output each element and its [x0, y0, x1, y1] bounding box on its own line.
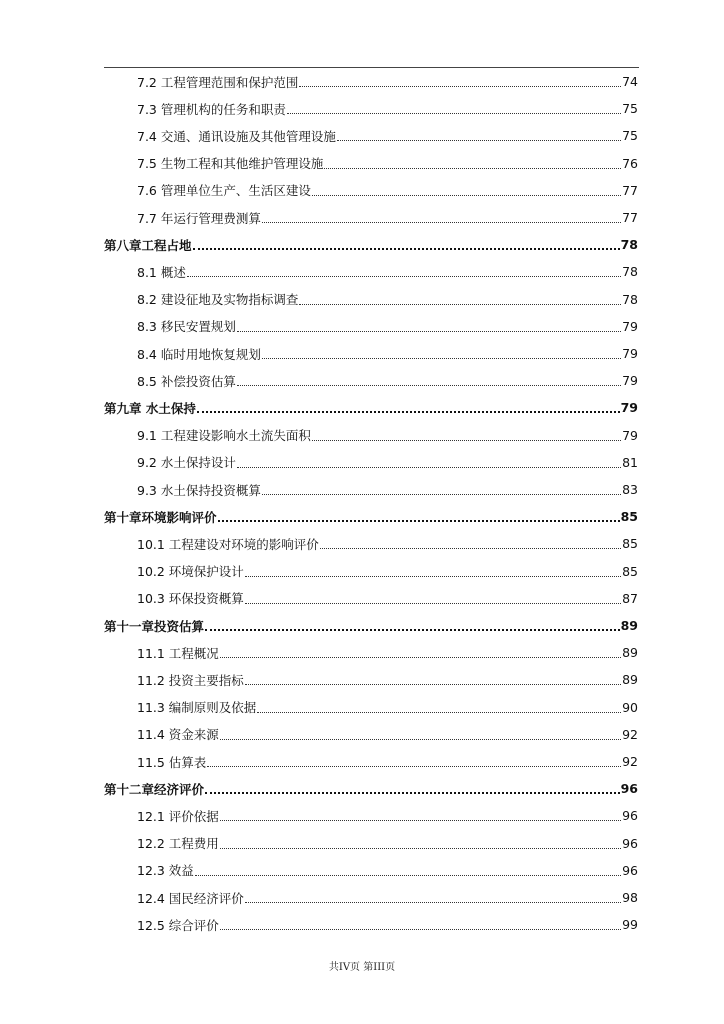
toc-page-number: 96	[622, 808, 638, 824]
toc-entry-title: 第十章环境影响评价	[104, 509, 217, 525]
toc-dot-leader	[220, 848, 621, 849]
toc-entry-title: 7.6 管理单位生产、生活区建设	[137, 183, 311, 199]
toc-entry-title: 第九章 水土保持	[104, 400, 196, 416]
toc-chapter-entry[interactable]	[104, 612, 638, 639]
toc-page-number: 92	[622, 726, 638, 742]
toc-entry-title: 12.1 评价依据	[137, 808, 219, 824]
toc-entry-title: 第十一章投资估算	[104, 618, 205, 634]
toc-dot-leader	[312, 195, 621, 196]
toc-section-entry[interactable]	[137, 340, 638, 367]
toc-section-entry[interactable]	[137, 694, 638, 721]
toc-dot-leader	[220, 820, 621, 821]
toc-dot-leader	[337, 140, 621, 141]
toc-page-number: 79	[622, 427, 638, 443]
toc-section-entry[interactable]	[137, 313, 638, 340]
toc-dot-leader	[245, 684, 621, 685]
toc-page-number: 96	[622, 835, 638, 851]
toc-page-number: 78	[622, 264, 638, 280]
toc-dot-leader	[237, 385, 621, 386]
toc-entry-title: 8.3 移民安置规划	[137, 319, 236, 335]
toc-dot-leader	[299, 86, 621, 87]
toc-entry-title: 7.7 年运行管理费测算	[137, 210, 261, 226]
toc-entry-title: 12.5 综合评价	[137, 917, 219, 933]
toc-section-entry[interactable]	[137, 721, 638, 748]
toc-section-entry[interactable]	[137, 177, 638, 204]
toc-entry-title: 7.4 交通、通讯设施及其他管理设施	[137, 128, 336, 144]
toc-entry-title: 11.1 工程概况	[137, 645, 219, 661]
toc-page-number: 76	[622, 155, 638, 171]
toc-entry-title: 10.1 工程建设对环境的影响评价	[137, 536, 319, 552]
toc-chapter-entry[interactable]	[104, 503, 638, 530]
toc-page-number: 78	[622, 291, 638, 307]
toc-entry-title: 第十二章经济评价	[104, 781, 205, 797]
toc-dot-leader	[320, 548, 621, 549]
toc-section-entry[interactable]	[137, 422, 638, 449]
toc-entry-title: 8.2 建设征地及实物指标调查	[137, 292, 299, 308]
toc-section-entry[interactable]	[137, 666, 638, 693]
toc-dot-leader	[312, 440, 621, 441]
toc-dot-leader	[220, 929, 621, 930]
toc-page-number: 78	[620, 237, 638, 253]
toc-dot-leader	[195, 875, 621, 876]
toc-section-entry[interactable]	[137, 884, 638, 911]
toc-page-number: 99	[622, 917, 638, 933]
toc-dot-leader	[205, 792, 620, 794]
toc-dot-leader	[324, 168, 621, 169]
toc-page-number: 79	[620, 400, 638, 416]
toc-page-number: 79	[622, 318, 638, 334]
toc-entry-title: 10.2 环境保护设计	[137, 564, 244, 580]
toc-dot-leader	[187, 276, 621, 277]
toc-entry-title: 9.2 水土保持设计	[137, 455, 236, 471]
toc-page-number: 83	[622, 482, 638, 497]
toc-page-number: 85	[622, 536, 638, 552]
toc-section-entry[interactable]	[137, 449, 638, 476]
toc-section-entry[interactable]	[137, 150, 638, 177]
toc-entry-title: 9.1 工程建设影响水土流失面积	[137, 428, 311, 444]
toc-entry-title: 11.2 投资主要指标	[137, 672, 244, 688]
toc-chapter-entry[interactable]	[104, 775, 638, 802]
toc-dot-leader	[245, 576, 621, 577]
toc-page-number: 74	[622, 74, 638, 89]
toc-dot-leader	[205, 629, 620, 631]
toc-dot-leader	[299, 304, 621, 305]
toc-page-number: 96	[620, 781, 638, 797]
toc-page-number: 85	[620, 509, 638, 525]
toc-entry-title: 7.3 管理机构的任务和职责	[137, 101, 286, 117]
toc-dot-leader	[197, 411, 620, 413]
toc-page-number: 77	[622, 210, 638, 225]
toc-dot-leader	[262, 358, 621, 359]
toc-page-number: 98	[622, 890, 638, 905]
toc-dot-leader	[245, 603, 621, 604]
toc-page-number: 92	[622, 754, 638, 769]
toc-entry-title: 12.2 工程费用	[137, 836, 219, 852]
toc-dot-leader	[287, 113, 621, 114]
toc-dot-leader	[257, 712, 621, 713]
toc-dot-leader	[207, 766, 621, 767]
toc-page-number: 75	[622, 101, 638, 117]
toc-entry-title: 7.5 生物工程和其他维护管理设施	[137, 156, 324, 172]
toc-entry-title: 8.4 临时用地恢复规划	[137, 346, 261, 362]
toc-section-entry[interactable]	[137, 286, 638, 313]
toc-entry-title: 10.3 环保投资概算	[137, 591, 244, 607]
toc-page-number: 77	[622, 182, 638, 198]
toc-section-entry[interactable]	[137, 802, 638, 829]
toc-dot-leader	[262, 494, 621, 495]
toc-page-number: 87	[622, 590, 638, 606]
toc-page-number: 81	[622, 454, 638, 470]
toc-section-entry[interactable]	[137, 122, 638, 149]
toc-page-number: 75	[622, 128, 638, 144]
toc-section-entry[interactable]	[137, 476, 638, 503]
toc-entry-title: 7.2 工程管理范围和保护范围	[137, 74, 299, 90]
toc-dot-leader	[237, 331, 621, 332]
page-footer: 共IV页 第III页	[328, 962, 396, 973]
toc-dot-leader	[193, 248, 620, 250]
toc-section-entry[interactable]	[137, 585, 638, 612]
toc-entry-title: 第八章工程占地	[104, 237, 192, 253]
toc-dot-leader	[262, 222, 621, 223]
toc-section-entry[interactable]	[137, 204, 638, 231]
toc-page-number: 90	[622, 699, 638, 715]
toc-section-entry[interactable]	[137, 258, 638, 285]
toc-page-number: 89	[620, 618, 638, 633]
toc-entry-title: 11.3 编制原则及依据	[137, 700, 257, 716]
toc-dot-leader	[220, 657, 621, 658]
toc-section-entry[interactable]	[137, 95, 638, 122]
toc-section-entry[interactable]	[137, 639, 638, 666]
toc-section-entry[interactable]	[137, 558, 638, 585]
toc-dot-leader	[245, 902, 621, 903]
toc-entry-title: 11.5 估算表	[137, 754, 207, 770]
toc-entry-title: 8.1 概述	[137, 264, 186, 280]
toc-page-number: 79	[622, 346, 638, 361]
toc-entry-title: 12.3 效益	[137, 863, 194, 879]
toc-entry-title: 11.4 资金来源	[137, 727, 219, 743]
toc-section-entry[interactable]	[137, 857, 638, 884]
toc-section-entry[interactable]	[137, 68, 638, 95]
toc-page-number: 85	[622, 563, 638, 579]
toc-section-entry[interactable]	[137, 367, 638, 394]
toc-section-entry[interactable]	[137, 530, 638, 557]
toc-page-number: 96	[622, 862, 638, 878]
toc-section-entry[interactable]	[137, 911, 638, 938]
toc-entry-title: 9.3 水土保持投资概算	[137, 482, 261, 498]
toc-chapter-entry[interactable]	[104, 394, 638, 421]
toc-section-entry[interactable]	[137, 830, 638, 857]
toc-page-number: 89	[622, 645, 638, 661]
toc-chapter-entry[interactable]	[104, 231, 638, 258]
toc-dot-leader	[218, 520, 620, 522]
toc-dot-leader	[237, 467, 621, 468]
toc-page-number: 89	[622, 672, 638, 688]
toc-entry-title: 8.5 补偿投资估算	[137, 373, 236, 389]
toc-section-entry[interactable]	[137, 748, 638, 775]
toc-dot-leader	[220, 739, 621, 740]
toc-page-number: 79	[622, 373, 638, 389]
toc-entry-title: 12.4 国民经济评价	[137, 890, 244, 906]
